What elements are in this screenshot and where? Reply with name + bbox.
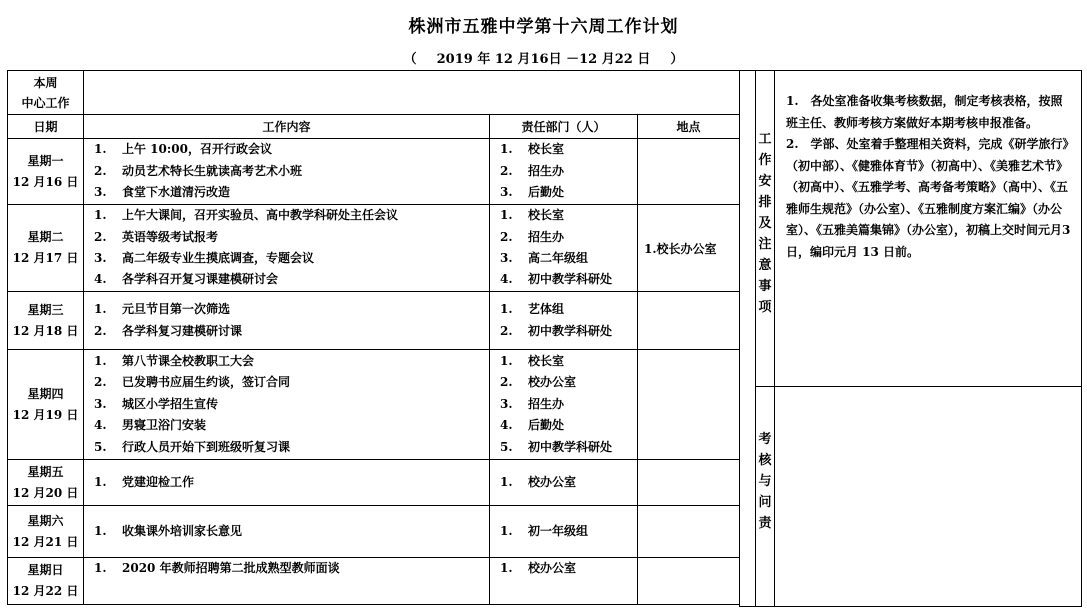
responsible-dept-text: 招生办 <box>528 229 565 244</box>
responsible-dept-item: 1. 校办公室 <box>500 561 577 575</box>
work-content-item: 4. 男寝卫浴门安装 <box>94 418 207 433</box>
date-range-close: ） <box>670 52 684 67</box>
location-cell <box>638 139 740 205</box>
work-content-text: 党建迎检工作 <box>122 474 195 489</box>
work-content-cell <box>84 460 490 506</box>
responsible-dept-cell <box>490 205 638 292</box>
center-work-row <box>8 71 740 115</box>
work-content-item: 1. 元旦节目第一次筛选 <box>94 302 231 317</box>
side-label-char: 工 <box>758 132 772 147</box>
location-cell <box>638 558 740 605</box>
work-content-item: 2. 英语等级考试报考 <box>94 229 219 244</box>
work-content-text: 行政人员开始下到班级听复习课 <box>122 439 291 454</box>
responsible-dept-item: 2. 招生办 <box>500 163 565 178</box>
center-work-content <box>84 71 740 115</box>
work-content-item: 1. 收集课外培训家长意见 <box>94 523 243 538</box>
responsible-dept-text: 校长室 <box>528 208 565 223</box>
responsible-dept-cell <box>490 506 638 558</box>
day-date: 12 月19 日 <box>12 407 79 422</box>
side-label-char: 事 <box>758 279 772 294</box>
day-row <box>8 460 740 506</box>
day-row <box>8 350 740 460</box>
side-label-char: 考 <box>758 432 772 447</box>
day-name: 星期日 <box>27 563 64 577</box>
responsible-dept-cell <box>490 460 638 506</box>
work-content-text: 各学科复习建模研讨课 <box>122 323 243 338</box>
responsible-dept-text: 后勤处 <box>528 185 565 200</box>
work-content-text: 各学科召开复习课建模研讨会 <box>122 272 279 287</box>
responsible-dept-item: 1. 校长室 <box>500 208 565 223</box>
work-content-text: 元旦节目第一次筛选 <box>122 302 231 317</box>
day-cell <box>8 350 84 460</box>
work-content-item: 1. 上午 10:00，召开行政会议 <box>94 142 273 157</box>
responsible-dept-item: 3. 后勤处 <box>500 185 565 200</box>
work-content-text: 2020 年教师招聘第二批成熟型教师面谈 <box>122 561 340 575</box>
work-content-item: 1. 上午大课间，召开实验员、高中教学科研处主任会议 <box>94 208 399 223</box>
responsible-dept-text: 招生办 <box>528 163 565 178</box>
responsible-dept-text: 校长室 <box>528 142 565 157</box>
day-date: 12 月18 日 <box>12 323 79 338</box>
side-label-char: 责 <box>758 516 772 531</box>
work-content-item: 3. 高二年级专业生摸底调查，专题会议 <box>94 251 315 265</box>
work-content-text: 收集课外培训家长意见 <box>122 523 243 538</box>
day-name: 星期五 <box>27 464 64 479</box>
responsible-dept-item: 4. 初中教学科研处 <box>500 272 613 287</box>
date-range-open: （ <box>403 52 417 67</box>
location-cell <box>638 506 740 558</box>
header-location: 地点 <box>638 115 740 139</box>
responsible-dept-text: 招生办 <box>528 396 565 411</box>
responsible-dept-cell <box>490 558 638 605</box>
work-content-item: 5. 行政人员开始下到班级听复习课 <box>94 439 291 454</box>
work-content-cell <box>84 506 490 558</box>
side-label-char: 意 <box>758 258 772 273</box>
work-content-item: 1. 2020 年教师招聘第二批成熟型教师面谈 <box>94 561 340 575</box>
notes-panel <box>739 70 1082 607</box>
work-content-item: 4. 各学科召开复习课建模研讨会 <box>94 272 279 287</box>
day-row <box>8 139 740 205</box>
side-label-char: 问 <box>758 495 772 510</box>
work-content-cell <box>84 205 490 292</box>
day-name: 星期六 <box>27 513 64 528</box>
responsible-dept-cell <box>490 139 638 205</box>
responsible-dept-text: 初中教学科研处 <box>528 272 613 287</box>
day-cell <box>8 292 84 350</box>
responsible-dept-item: 1. 艺体组 <box>500 302 565 317</box>
location-cell <box>638 460 740 506</box>
day-cell <box>8 460 84 506</box>
side-label-char: 核 <box>758 453 772 468</box>
work-content-item: 1. 党建迎检工作 <box>94 474 195 489</box>
work-content-text: 上午 10:00，召开行政会议 <box>122 142 273 157</box>
responsible-dept-cell <box>490 292 638 350</box>
side-label-char: 与 <box>758 474 772 489</box>
day-date: 12 月20 日 <box>12 485 79 500</box>
day-row <box>8 506 740 558</box>
side-label-char: 注 <box>758 237 772 252</box>
work-content-cell <box>84 350 490 460</box>
work-content-text: 高二年级专业生摸底调查，专题会议 <box>122 251 315 265</box>
day-cell <box>8 558 84 605</box>
notes-text <box>786 91 1074 263</box>
schedule-table <box>7 70 740 605</box>
work-content-text: 英语等级考试报考 <box>122 229 219 244</box>
responsible-dept-cell <box>490 350 638 460</box>
day-row <box>8 558 740 605</box>
day-date: 12 月17 日 <box>12 251 79 265</box>
day-name: 星期四 <box>27 386 64 401</box>
day-cell <box>8 205 84 292</box>
responsible-dept-text: 艺体组 <box>528 302 565 317</box>
side-label-char: 作 <box>758 153 772 168</box>
header-row <box>8 115 740 139</box>
responsible-dept-item: 2. 初中教学科研处 <box>500 323 613 338</box>
work-content-item: 1. 第八节课全校教职工大会 <box>94 354 255 369</box>
responsible-dept-text: 校办公室 <box>528 474 577 489</box>
day-date: 12 月21 日 <box>12 534 79 549</box>
responsible-dept-text: 校办公室 <box>528 561 577 575</box>
side-label-char: 项 <box>758 300 772 315</box>
responsible-dept-text: 后勤处 <box>528 418 565 433</box>
date-range <box>0 48 1087 67</box>
side-label-char: 及 <box>758 216 772 231</box>
location-cell <box>638 350 740 460</box>
responsible-dept-text: 校长室 <box>528 354 565 369</box>
notes-spacer <box>740 71 756 606</box>
location-cell: 1.校长办公室 <box>638 205 740 292</box>
notes-divider <box>756 386 1081 387</box>
responsible-dept-item: 5. 初中教学科研处 <box>500 439 613 454</box>
work-content-item: 2. 各学科复习建模研讨课 <box>94 323 243 338</box>
side-label-char: 排 <box>758 195 772 210</box>
work-content-item: 2. 已发聘书应届生约谈，签订合同 <box>94 375 291 390</box>
responsible-dept-item: 2. 招生办 <box>500 229 565 244</box>
work-content-item: 3. 食堂下水道清污改造 <box>94 185 231 200</box>
location-cell <box>638 292 740 350</box>
note-paragraph: 1. 各处室准备收集考核数据，制定考核表格，按照班主任、教师考核方案做好本期考核申报准备。 <box>786 94 1063 130</box>
work-content-text: 男寝卫浴门安装 <box>122 418 207 433</box>
work-content-item: 2. 动员艺术特长生就读高考艺术小班 <box>94 163 303 178</box>
page-title: 株洲市五雅中学第十六周工作计划 <box>408 17 679 37</box>
day-cell <box>8 506 84 558</box>
note-paragraph: 2. 学部、处室着手整理相关资料，完成《研学旅行》（初中部）、《健雅体育节》（初高中）、《美雅艺术节》（初高中）、《五雅学考、高考备考策略》（高中）、《五雅师生规范》（办公室）、《五雅制度方案汇编》（办公室）、《五雅美篇集锦》（办公室），初稿上交时间元月3 日，编印元月 13 日前。 <box>786 137 1071 259</box>
day-name: 星期一 <box>27 153 64 168</box>
work-content-item: 3. 城区小学招生宣传 <box>94 396 219 411</box>
responsible-dept-text: 初一年级组 <box>528 523 589 538</box>
work-content-text: 第八节课全校教职工大会 <box>122 354 255 369</box>
work-content-text: 动员艺术特长生就读高考艺术小班 <box>122 163 303 178</box>
responsible-dept-item: 1. 校长室 <box>500 354 565 369</box>
day-name: 星期二 <box>27 230 64 244</box>
day-date: 12 月22 日 <box>12 584 79 598</box>
responsible-dept-item: 1. 校长室 <box>500 142 565 157</box>
header-dept: 责任部门（人） <box>490 115 638 139</box>
day-cell <box>8 139 84 205</box>
date-range-text: 2019 年 12 月16日 －12 月22 日 <box>436 52 651 67</box>
work-content-text: 上午大课间，召开实验员、高中教学科研处主任会议 <box>122 208 399 223</box>
header-date: 日期 <box>8 115 84 139</box>
work-content-cell <box>84 139 490 205</box>
responsible-dept-item: 3. 高二年级组 <box>500 251 589 265</box>
responsible-dept-text: 高二年级组 <box>528 251 589 265</box>
responsible-dept-text: 校办公室 <box>528 375 577 390</box>
day-name: 星期三 <box>27 302 64 317</box>
side-label-assessment <box>756 387 775 606</box>
day-row <box>8 292 740 350</box>
side-label-char: 安 <box>758 174 772 189</box>
work-content-cell <box>84 558 490 605</box>
day-date: 12 月16 日 <box>12 174 79 189</box>
responsible-dept-text: 初中教学科研处 <box>528 439 613 454</box>
responsible-dept-item: 3. 招生办 <box>500 396 565 411</box>
responsible-dept-item: 1. 初一年级组 <box>500 523 589 538</box>
center-work-label: 本周 中心工作 <box>8 71 84 115</box>
responsible-dept-item: 4. 后勤处 <box>500 418 565 433</box>
responsible-dept-text: 初中教学科研处 <box>528 323 613 338</box>
side-label-arrangements <box>756 71 775 386</box>
header-content: 工作内容 <box>84 115 490 139</box>
work-content-text: 食堂下水道清污改造 <box>122 185 231 200</box>
work-content-text: 已发聘书应届生约谈，签订合同 <box>122 375 291 390</box>
responsible-dept-item: 1. 校办公室 <box>500 474 577 489</box>
day-row <box>8 205 740 292</box>
work-content-cell <box>84 292 490 350</box>
responsible-dept-item: 2. 校办公室 <box>500 375 577 390</box>
work-content-text: 城区小学招生宣传 <box>122 396 219 411</box>
